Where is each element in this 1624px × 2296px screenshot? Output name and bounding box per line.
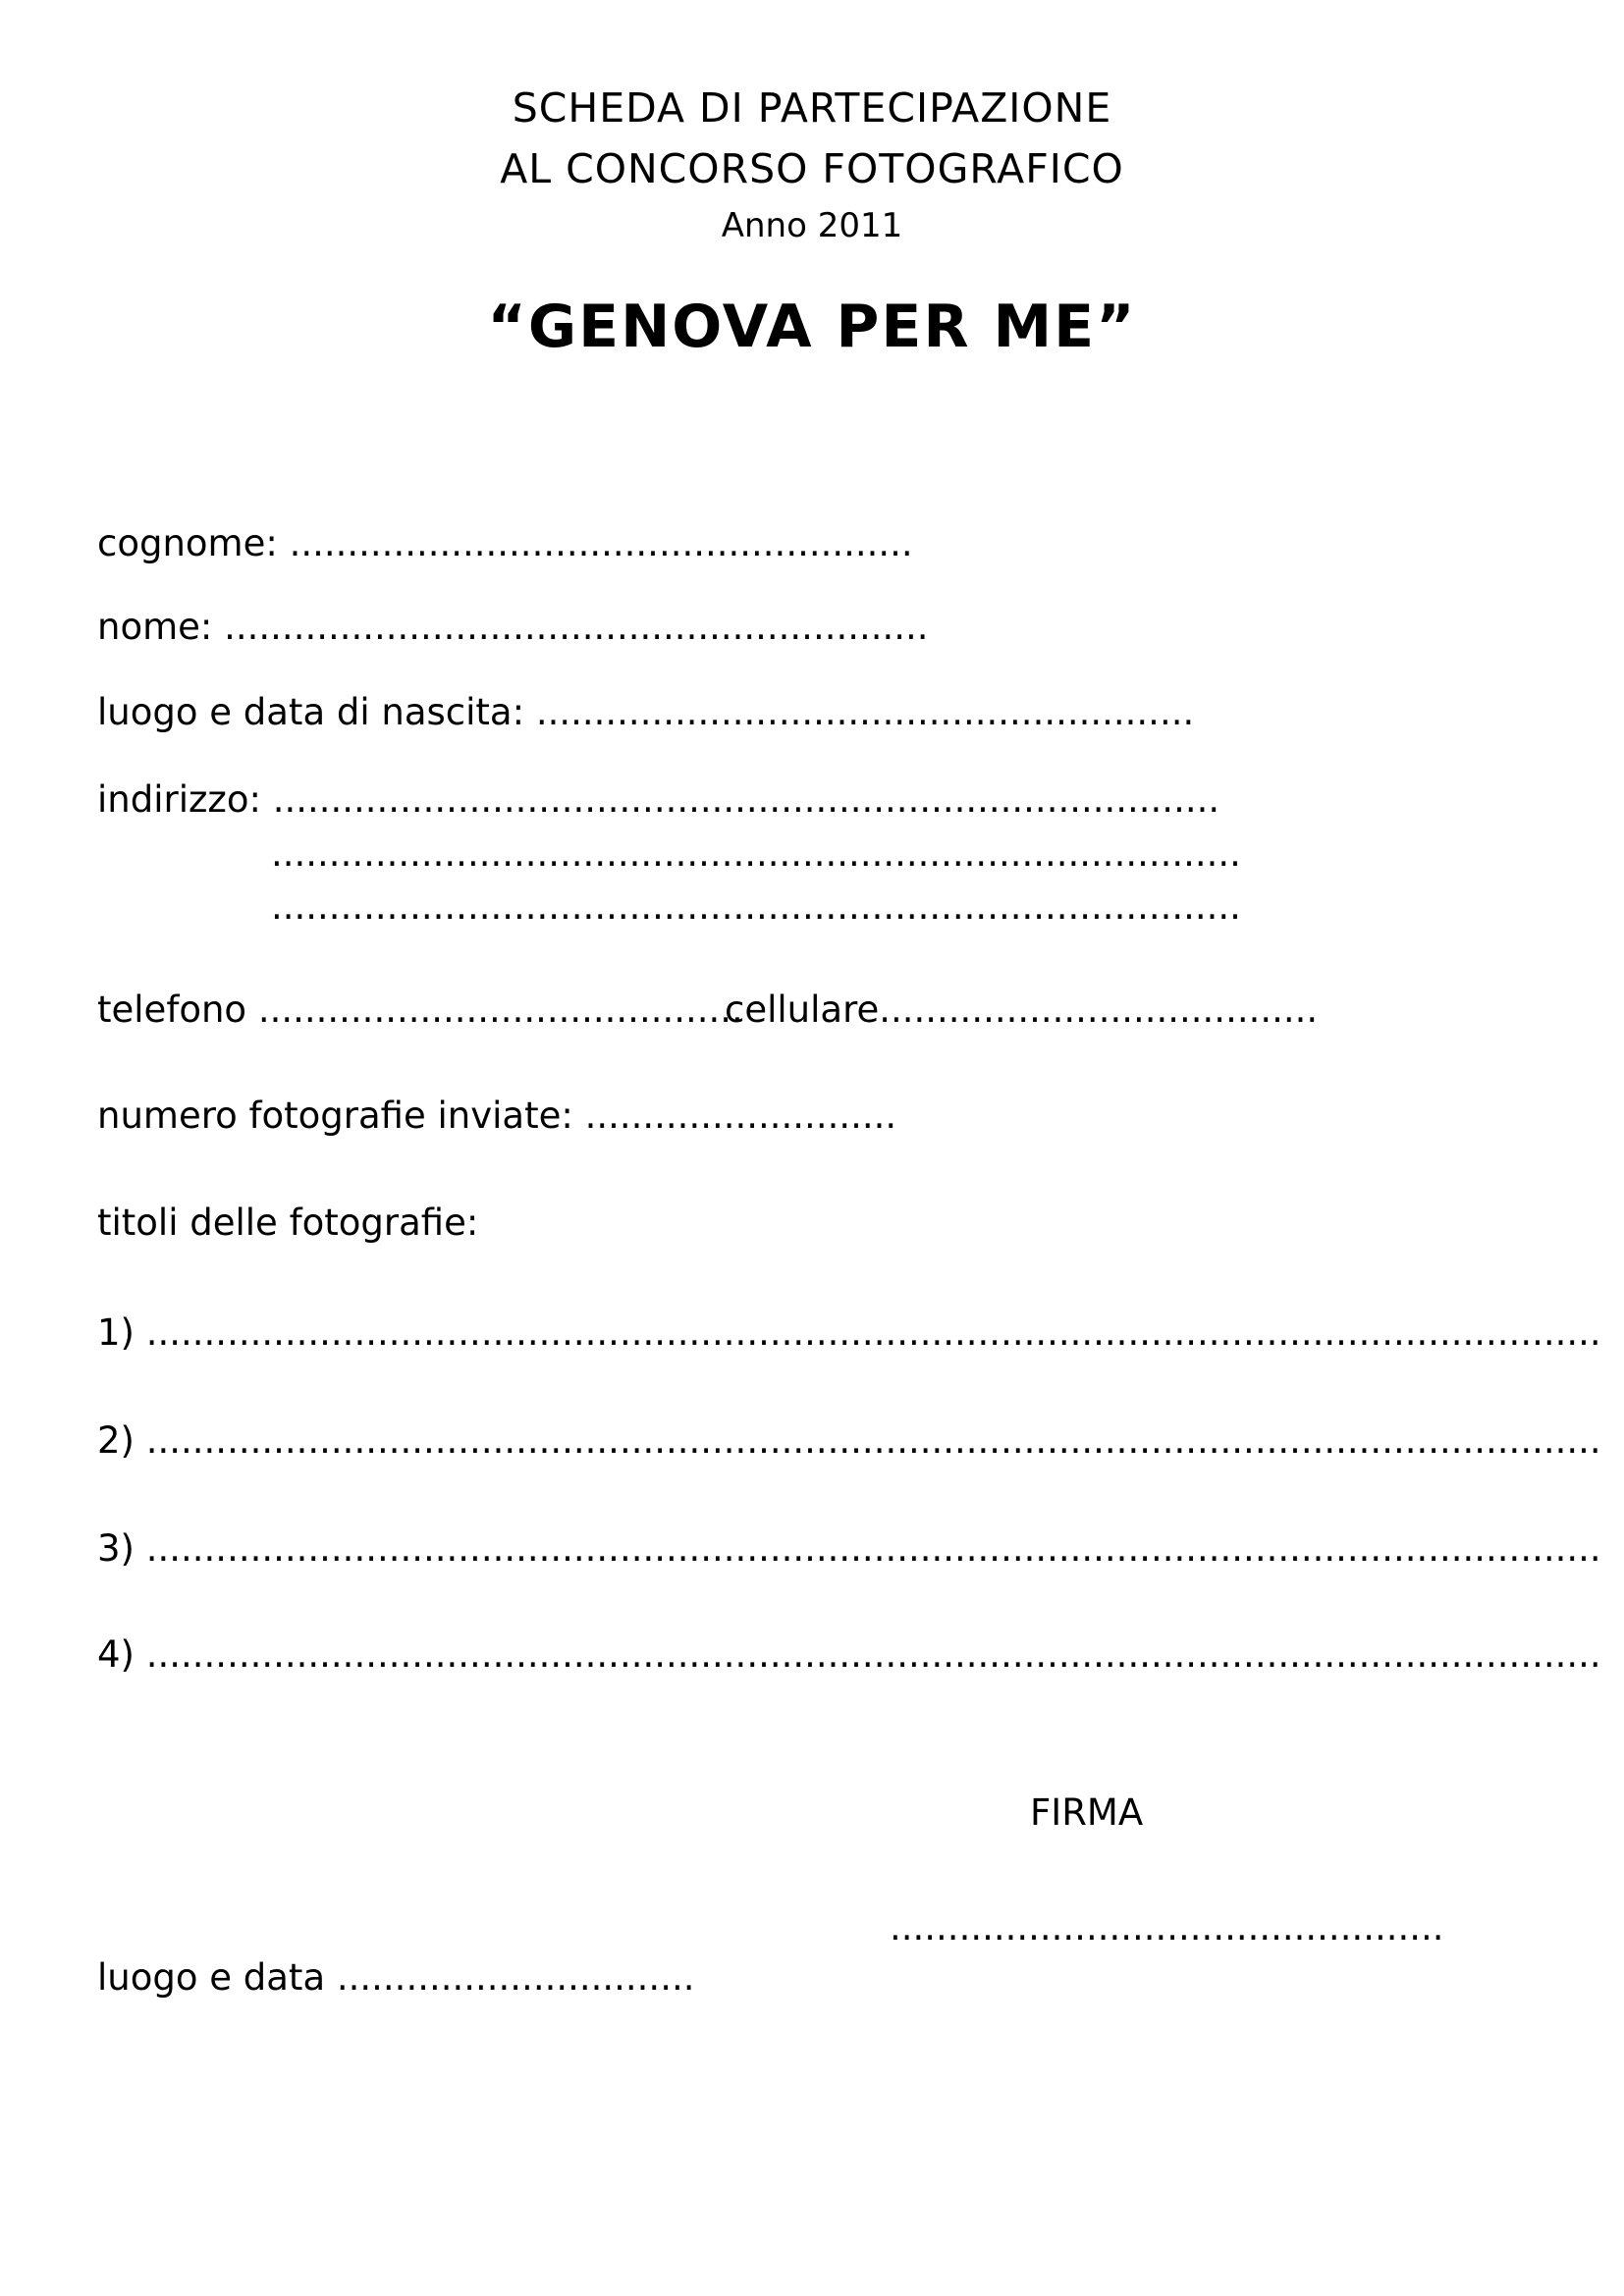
photo-title-3-field[interactable]: 3) ..............................................................................................................................	[97, 1527, 1601, 1570]
birth-place-date-field[interactable]: luogo e data di nascita: .........................................................	[97, 691, 1195, 733]
photo-title-4-field[interactable]: 4) ..............................................................................................................................	[97, 1633, 1601, 1676]
address-field-line3[interactable]: ....................................................................................	[271, 885, 1241, 928]
place-date-field[interactable]: luogo e data ...............................	[97, 1956, 695, 1999]
cognome-field[interactable]: cognome: ......................................................	[97, 522, 913, 564]
photo-titles-label: titoli delle fotografie:	[97, 1201, 479, 1244]
address-field-line1[interactable]: indirizzo: ..................................................................................	[97, 778, 1220, 821]
form-heading-line2: AL CONCORSO FOTOGRAFICO	[500, 145, 1124, 192]
address-field-line2[interactable]: ....................................................................................	[271, 832, 1241, 875]
signature-label: FIRMA	[1030, 1791, 1144, 1834]
cellulare-field[interactable]: cellulare......................................	[725, 988, 1319, 1031]
contest-title: “GENOVA PER ME”	[487, 293, 1137, 361]
form-heading-line1: SCHEDA DI PARTECIPAZIONE	[512, 84, 1112, 132]
photo-title-1-field[interactable]: 1) ..............................................................................................................................	[97, 1311, 1601, 1354]
photo-count-field[interactable]: numero fotografie inviate: ...........................	[97, 1095, 897, 1137]
signature-line[interactable]: ................................................	[890, 1906, 1444, 1949]
photo-title-2-field[interactable]: 2) ..............................................................................................................................	[97, 1419, 1601, 1462]
form-year: Anno 2011	[721, 206, 903, 245]
nome-field[interactable]: nome: .............................................................	[97, 606, 929, 648]
telefono-field[interactable]: telefono ..........................................	[97, 988, 743, 1031]
